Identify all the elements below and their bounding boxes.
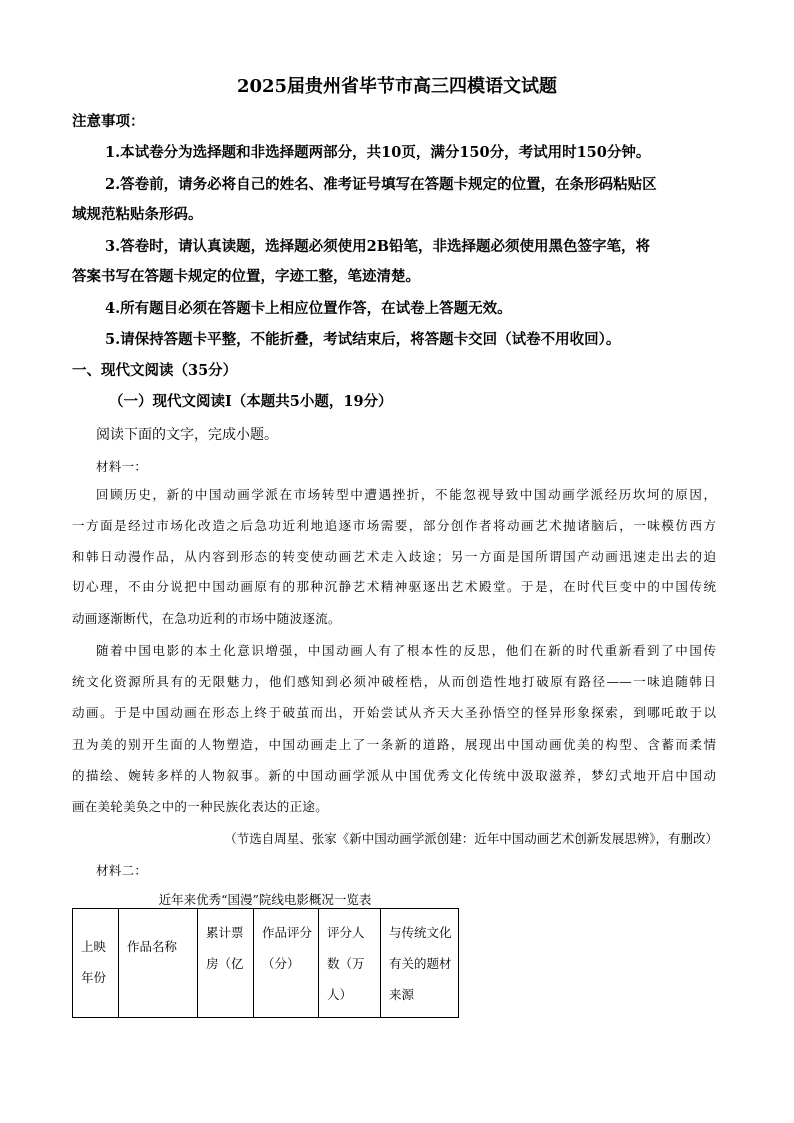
subsection-heading: （一）现代文阅读Ⅰ（本题共5小题，19分）	[109, 393, 393, 410]
table-header-cell: 评分人数（万人）	[319, 909, 381, 1018]
material-one-source: （节选自周星、张家《新中国动画学派创建：近年中国动画艺术创新发展思辨》，有删改）	[224, 831, 718, 846]
material-one-line: 丑为美的别开生面的人物塑造，中国动画走上了一条新的道路，展现出中国动画优美的构型、含蓄而柔情	[72, 737, 716, 752]
material-one-line: 动画逐渐断代，在急功近利的市场中随波逐流。	[72, 611, 341, 626]
table-header-cell: 上映年份	[73, 909, 119, 1018]
page-title: 2025届贵州省毕节市高三四模语文试题	[236, 76, 558, 97]
table-header-cell: 作品名称	[119, 909, 198, 1018]
material-one-line: 和韩日动漫作品，从内容到形态的转变使动画艺术走入歧途；另一方面是国所谓国产动画迅速走出去的迫	[72, 549, 716, 564]
notice-item-2-cont: 域规范粘贴条形码。	[72, 206, 203, 223]
notice-item-4: 4.所有题目必须在答题卡上相应位置作答，在试卷上答题无效。	[105, 300, 512, 317]
material-one-label: 材料一：	[96, 459, 148, 474]
material-one-line: 的描绘、婉转多样的人物叙事。新的中国动画学派从中国优秀文化传统中汲取滋养，梦幻式地开启中国动	[72, 768, 716, 783]
notice-item-5: 5.请保持答题卡平整，不能折叠，考试结束后，将答题卡交回（试卷不用收回）。	[105, 331, 621, 348]
material-one-line: 回顾历史，新的中国动画学派在市场转型中遭遇挫折，不能忽视导致中国动画学派经历坎坷的原因，	[96, 487, 716, 502]
reading-instruction: 阅读下面的文字，完成小题。	[96, 427, 278, 443]
table-caption: 近年来优秀“国漫”院线电影概况一览表	[158, 892, 372, 907]
material-one-line: 切心理，不由分说把中国动画原有的那种沉静艺术精神驱逐出艺术殿堂。于是，在时代巨变中的中国传统	[72, 579, 716, 594]
material-one-line: 一方面是经过市场化改造之后急功近利地追逐市场需要，部分创作者将动画艺术抛诸脑后，一味模仿西方	[72, 518, 716, 533]
notice-item-3: 3.答卷时，请认真读题，选择题必须使用2B铅笔，非选择题必须使用黑色签字笔，将	[105, 238, 650, 255]
table-header-row	[73, 909, 459, 1018]
material-one-line: 随着中国电影的本土化意识增强，中国动画人有了根本性的反思，他们在新的时代重新看到了中国传	[96, 643, 716, 658]
notice-heading: 注意事项：	[72, 113, 145, 130]
notice-item-2: 2.答卷前，请务必将自己的姓名、准考证号填写在答题卡规定的位置，在条形码粘贴区	[105, 176, 657, 193]
material-two-label: 材料二：	[96, 863, 148, 878]
table-header-cell: 作品评分（分）	[254, 909, 319, 1018]
table-header-cell: 累计票房（亿	[198, 909, 254, 1018]
table-header-cell: 与传统文化有关的题材来源	[381, 909, 459, 1018]
notice-item-3-cont: 答案书写在答题卡规定的位置，字迹工整，笔迹清楚。	[72, 268, 420, 285]
material-one-line: 统文化资源所具有的无限魅力，他们感知到必须冲破桎梏，从而创造性地打破原有路径——一味追随韩日	[72, 674, 716, 689]
notice-item-1: 1.本试卷分为选择题和非选择题两部分，共10页，满分150分，考试用时150分钟。	[105, 144, 651, 161]
material-one-line: 动画。于是中国动画在形态上终于破茧而出，开始尝试从齐天大圣孙悟空的怪异形象探索，到哪吒敢于以	[72, 705, 716, 720]
section-heading: 一、现代文阅读（35分）	[72, 362, 238, 379]
data-table	[72, 908, 459, 1018]
material-one-line: 画在美轮美奂之中的一种民族化表达的正途。	[72, 799, 329, 814]
